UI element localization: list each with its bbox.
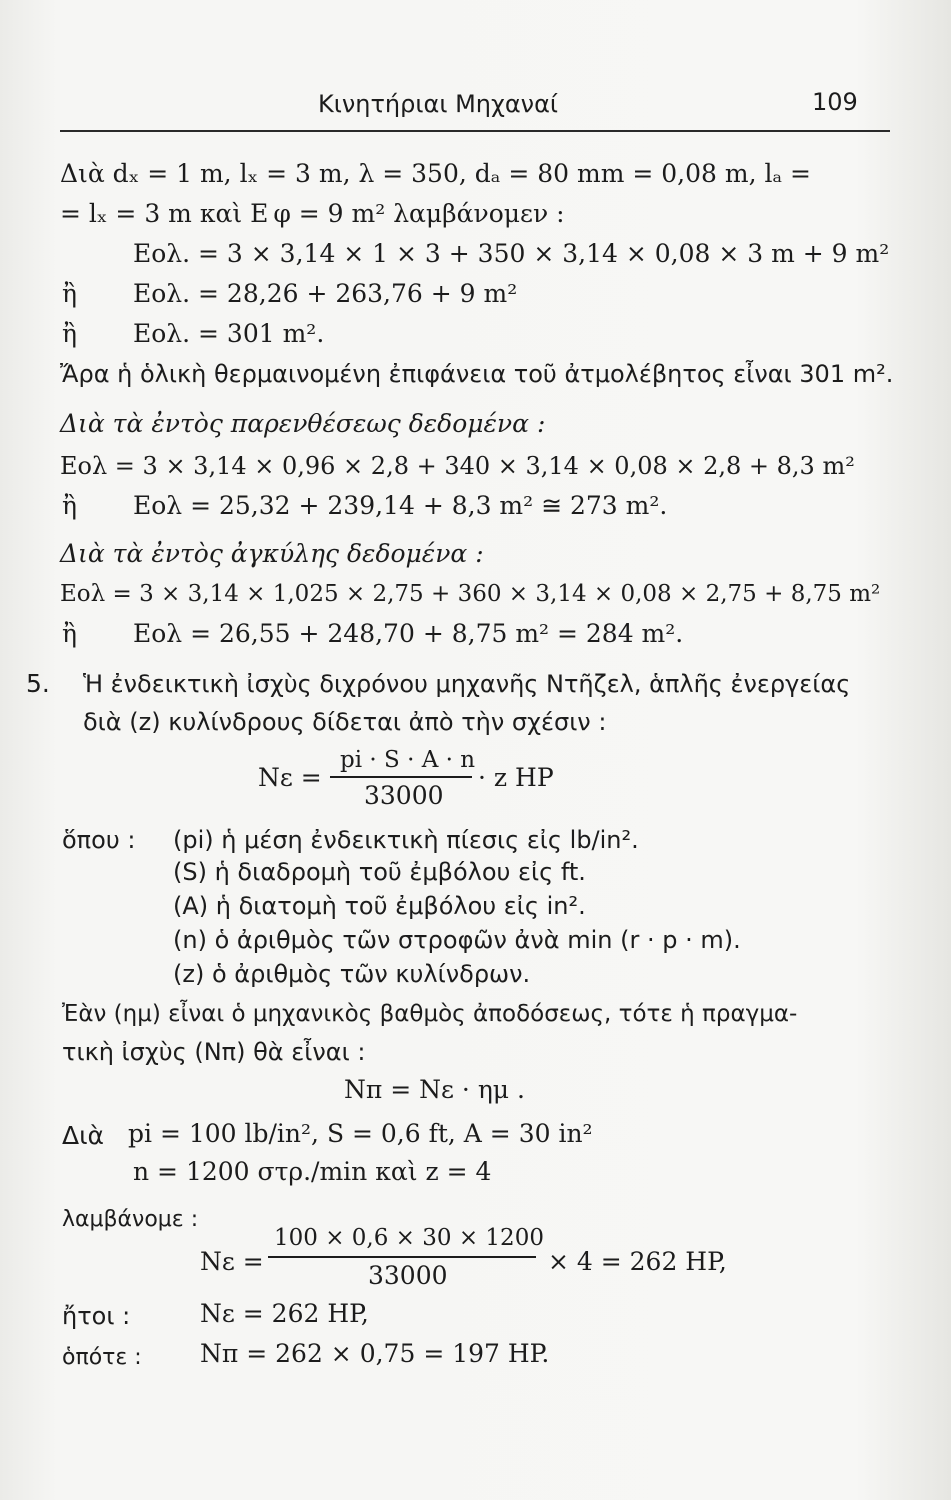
result-tail: × 4 = 262 HP,	[548, 1247, 727, 1276]
definition-a: (A) ἡ διατομὴ τοῦ ἐμβόλου εἰς in².	[173, 892, 586, 920]
formula-tail: · z HP	[478, 763, 554, 792]
so-label: ὁπότε :	[62, 1345, 142, 1370]
result-denominator: 33000	[368, 1261, 448, 1290]
problem-intro-line-1: Ἡ ἐνδεικτικὴ ἰσχὺς διχρόνου μηχανῆς Ντῆζελ, ἁπλῆς ἐνεργείας	[83, 670, 851, 698]
problem-intro-line-2: διὰ (z) κυλίνδρους δίδεται ἀπὸ τὴν σχέσιν :	[83, 708, 607, 736]
formula-numerator: pi · S · A · n	[340, 747, 476, 773]
header-rule	[60, 130, 890, 132]
definition-n: (n) ὁ ἀριθμὸς τῶν στροφῶν ἀνὰ min (r · p · m).	[173, 926, 741, 954]
formula-fraction-bar	[330, 776, 472, 778]
given-a-values: pi = 100 lb/in², S = 0,6 ft, A = 30 in²	[128, 1119, 593, 1148]
formula-lhs: Nε =	[258, 763, 322, 792]
parenthesis-calc-2-prefix: ἢ	[62, 491, 77, 520]
conclusion-line: Ἄρα ἡ ὁλικὴ θερμαινομένη ἐπιφάνεια τοῦ ἀτμολέβητος εἶναι 301 m².	[60, 360, 894, 388]
definition-z: (z) ὁ ἀριθμὸς τῶν κυλίνδρων.	[173, 960, 531, 988]
brace-calc-2: Eολ = 26,55 + 248,70 + 8,75 m² = 284 m².	[133, 619, 684, 648]
so-value: Nπ = 262 × 0,75 = 197 HP.	[200, 1339, 550, 1368]
definition-s: (S) ἡ διαδρομὴ τοῦ ἐμβόλου εἰς ft.	[173, 858, 586, 886]
parenthesis-calc-2: Eολ = 25,32 + 239,14 + 8,3 m² ≅ 273 m².	[133, 491, 668, 520]
that-is-label: ἤτοι :	[62, 1302, 131, 1330]
parenthesis-calc-1: Eολ = 3 × 3,14 × 0,96 × 2,8 + 340 × 3,14 × 0,08 × 2,8 + 8,3 m²	[60, 452, 855, 480]
brace-calc-2-prefix: ἢ	[62, 619, 77, 648]
calc-line-3: Eολ. = 301 m².	[133, 319, 325, 348]
brace-heading: Διὰ τὰ ἐντὸς ἀγκύλης δεδομένα :	[60, 539, 484, 568]
result-lhs: Nε =	[200, 1247, 264, 1276]
formula-denominator: 33000	[364, 781, 444, 810]
efficiency-formula: Nπ = Nε · ημ .	[344, 1075, 525, 1104]
running-header-title: Κινητήριαι Μηχαναί	[318, 90, 559, 118]
given-line-2: = lₓ = 3 m καὶ E φ = 9 m² λαμβάνομεν :	[60, 199, 565, 228]
where-label: ὅπου :	[62, 826, 136, 854]
problem-number: 5.	[26, 669, 50, 698]
given-line-1: Διὰ dₓ = 1 m, lₓ = 3 m, λ = 350, dₐ = 80 mm = 0,08 m, lₐ =	[60, 159, 812, 188]
take-label: λαμβάνομε :	[62, 1207, 199, 1232]
given-a-label: Διὰ	[62, 1121, 105, 1150]
efficiency-line-2: τικὴ ἰσχὺς (Nπ) θὰ εἶναι :	[62, 1038, 366, 1066]
result-numerator: 100 × 0,6 × 30 × 1200	[274, 1225, 544, 1251]
calc-line-3-prefix: ἢ	[62, 319, 77, 348]
efficiency-line-1: Ἐὰν (ημ) εἶναι ὁ μηχανικὸς βαθμὸς ἀποδόσεως, τότε ἡ πραγμα-	[62, 1001, 798, 1027]
given-b-values: n = 1200 στρ./min καὶ z = 4	[133, 1157, 492, 1186]
calc-line-2: Eολ. = 28,26 + 263,76 + 9 m²	[133, 279, 518, 308]
that-is-value: Nε = 262 HP,	[200, 1299, 369, 1328]
result-fraction-bar	[268, 1256, 536, 1258]
definition-pi: (pi) ἡ μέση ἐνδεικτικὴ πίεσις εἰς lb/in².	[173, 826, 639, 854]
parenthesis-heading: Διὰ τὰ ἐντὸς παρενθέσεως δεδομένα :	[60, 409, 546, 438]
calc-line-2-prefix: ἢ	[62, 279, 77, 308]
page-number: 109	[812, 88, 858, 116]
brace-calc-1: Eολ = 3 × 3,14 × 1,025 × 2,75 + 360 × 3,14 × 0,08 × 2,75 + 8,75 m²	[60, 581, 881, 607]
calc-line-1: Eολ. = 3 × 3,14 × 1 × 3 + 350 × 3,14 × 0,08 × 3 m + 9 m²	[133, 239, 890, 268]
